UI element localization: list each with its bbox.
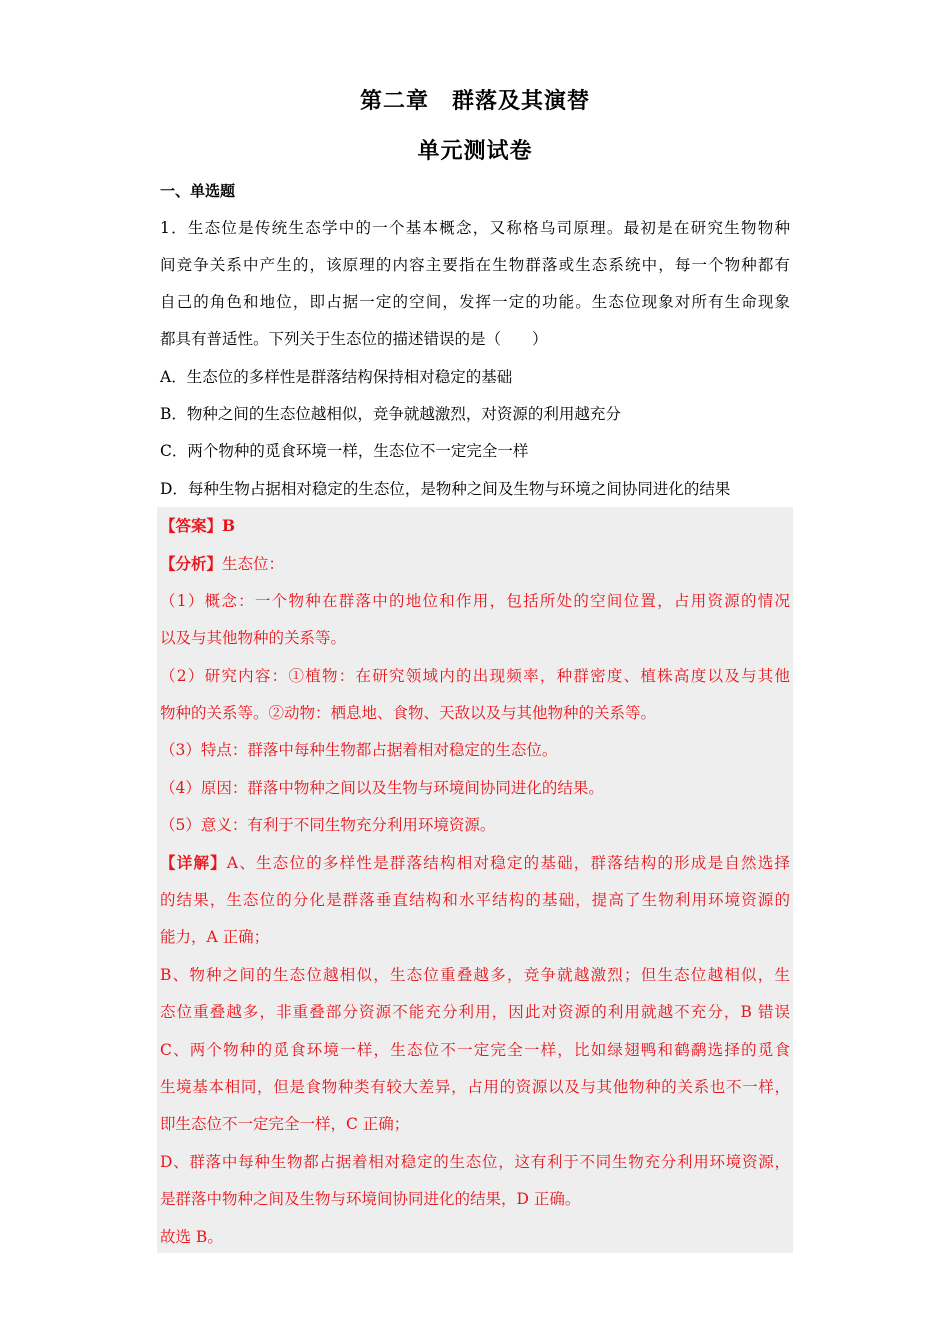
option-b: B．物种之间的生态位越相似，竞争就越激烈，对资源的利用越充分	[160, 405, 621, 423]
page-subtitle: 单元测试卷	[417, 139, 533, 164]
section-heading: 一、单选题	[160, 182, 236, 200]
question-line: 1．生态位是传统生态学中的一个基本概念，又称格乌司原理。最初是在研究生物物种	[160, 219, 790, 237]
detail-tag: 【详解】	[160, 853, 227, 872]
detail-text: 即生态位不一定完全一样，C 正确；	[160, 1115, 410, 1133]
analysis-text: （5）意义：有利于不同生物充分利用环境资源。	[160, 816, 496, 834]
detail-text: C、两个物种的觅食环境一样，生态位不一定完全一样，比如绿翅鸭和鹤鹬选择的觅食	[160, 1041, 790, 1059]
question-line: 间竞争关系中产生的，该原理的内容主要指在生物群落或生态系统中，每一个物种都有	[160, 256, 790, 274]
detail-conclusion: 故选 B。	[160, 1228, 223, 1246]
analysis-text: （3）特点：群落中每种生物都占据着相对稳定的生态位。	[160, 741, 558, 759]
analysis-intro: 生态位：	[222, 555, 285, 573]
detail-text: 的结果，生态位的分化是群落垂直结构和水平结构的基础，提高了生物利用环境资源的	[160, 891, 790, 909]
answer-line	[160, 515, 235, 537]
detail-text: 生境基本相同，但是食物种类有较大差异，占用的资源以及与其他物种的关系也不一样，	[160, 1078, 790, 1096]
detail-first: A、生态位的多样性是群落结构相对稳定的基础，群落结构的形成是自然选择	[226, 854, 790, 872]
question-line: 都具有普适性。下列关于生态位的描述错误的是（ ）	[160, 330, 548, 348]
option-d: D．每种生物占据相对稳定的生态位，是物种之间及生物与环境之间协同进化的结果	[160, 480, 731, 498]
detail-text: 态位重叠越多，非重叠部分资源不能充分利用，因此对资源的利用就越不充分，B 错误	[160, 1003, 790, 1021]
analysis-line	[160, 553, 284, 575]
analysis-text: （2）研究内容：①植物：在研究领域内的出现频率，种群密度、植株高度以及与其他	[160, 667, 790, 685]
analysis-text: 物种的关系等。②动物：栖息地、食物、天敌以及与其他物种的关系等。	[160, 704, 657, 722]
answer-box	[157, 507, 793, 1253]
answer-tag: 【答案】	[160, 516, 223, 535]
page-title: 第二章 群落及其演替	[359, 89, 590, 114]
analysis-text: （4）原因：群落中物种之间以及生物与环境间协同进化的结果。	[160, 779, 604, 797]
option-c: C．两个物种的觅食环境一样，生态位不一定完全一样	[160, 442, 529, 460]
detail-text: D、群落中每种生物都占据着相对稳定的生态位，这有利于不同生物充分利用环境资源，	[160, 1153, 790, 1171]
analysis-tag: 【分析】	[160, 554, 223, 573]
detail-text: B、物种之间的生态位越相似，生态位重叠越多，竞争就越激烈；但生态位越相似，生	[160, 966, 790, 984]
detail-text: 能力，A 正确；	[160, 928, 270, 946]
option-a: A．生态位的多样性是群落结构保持相对稳定的基础	[160, 368, 513, 386]
analysis-text: （1）概念：一个物种在群落中的地位和作用，包括所处的空间位置，占用资源的情况	[160, 592, 790, 610]
detail-text: 是群落中物种之间及生物与环境间协同进化的结果，D 正确。	[160, 1190, 581, 1208]
analysis-text: 以及与其他物种的关系等。	[160, 629, 347, 647]
question-line: 自己的角色和地位，即占据一定的空间，发挥一定的功能。生态位现象对所有生命现象	[160, 293, 790, 311]
answer-value: B	[222, 516, 236, 535]
detail-line	[160, 852, 790, 874]
